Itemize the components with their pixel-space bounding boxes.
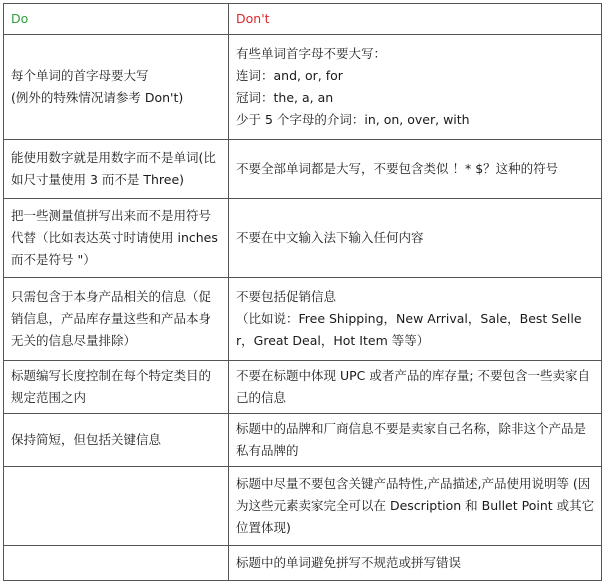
table-row (4, 467, 602, 546)
do-cell (4, 278, 229, 361)
do-text: 能使用数字就是用数字而不是单词(比如尺寸量使用 3 而不是 Three) (11, 150, 216, 187)
do-cell (4, 414, 229, 467)
table-row (4, 140, 602, 199)
dont-cell (229, 199, 602, 278)
table-row (4, 414, 602, 467)
dont-text: 标题中的品牌和厂商信息不要是卖家自己名称，除非这个产品是私有品牌的 (236, 421, 587, 458)
do-cell-empty (4, 546, 229, 581)
do-cell (4, 199, 229, 278)
dont-column-header: Don't (229, 4, 602, 35)
table-row (4, 546, 602, 581)
dont-text-line: 不要包括促销信息 (236, 289, 337, 304)
dont-cell (229, 140, 602, 199)
do-dont-table (3, 3, 602, 581)
dont-text-line: 少于 5 个字母的介词：in, on, over, with (236, 112, 470, 127)
dont-text-line: 连词：and, or, for (236, 68, 343, 83)
table-row (4, 361, 602, 414)
do-text-line: 每个单词的首字母要大写 (11, 68, 149, 83)
dont-text-line: 有些单词首字母不要大写： (236, 46, 387, 61)
dont-text: 不要在标题中体现 UPC 或者产品的库存量; 不要包含一些卖家自己的信息 (236, 368, 591, 405)
dont-text-line: 冠词：the, a, an (236, 90, 334, 105)
table-header-row (4, 4, 602, 35)
do-column-header: Do (4, 4, 229, 35)
dont-text: 不要全部单词都是大写，不要包含类似 ！* $？这种的符号 (236, 161, 559, 176)
dont-cell (229, 414, 602, 467)
do-text-line: (例外的特殊情况请参考 Don't) (11, 90, 184, 105)
dont-text: 标题中尽量不要包含关键产品特性,产品描述,产品使用说明等 (因为这些元素卖家完全可以在 Description 和 Bullet Point 或其它位置体现) (236, 476, 595, 535)
dont-cell (229, 467, 602, 546)
dont-cell (229, 35, 602, 140)
dont-text: 不要在中文输入法下输入任何内容 (236, 230, 424, 245)
table-row (4, 199, 602, 278)
do-text: 只需包含于本身产品相关的信息（促销信息，产品库存量这些和产品本身无关的信息尽量排除） (11, 289, 212, 348)
do-text: 把一些测量值拼写出来而不是用符号代替（比如表达英寸时请使用 inches 而不是符号 "） (11, 208, 218, 267)
table-row (4, 278, 602, 361)
dont-cell (229, 546, 602, 581)
do-cell (4, 35, 229, 140)
table-row (4, 35, 602, 140)
dont-text: 标题中的单词避免拼写不规范或拼写错误 (236, 555, 462, 570)
do-text: 保持简短，但包括关键信息 (11, 432, 162, 447)
dont-text-line: （比如说：Free Shipping，New Arrival，Sale，Best Seller，Great Deal，Hot Item 等等） (236, 311, 582, 348)
do-cell (4, 140, 229, 199)
do-cell (4, 361, 229, 414)
do-cell-empty (4, 467, 229, 546)
dont-cell (229, 361, 602, 414)
do-text: 标题编写长度控制在每个特定类目的规定范围之内 (11, 368, 212, 405)
dont-cell (229, 278, 602, 361)
